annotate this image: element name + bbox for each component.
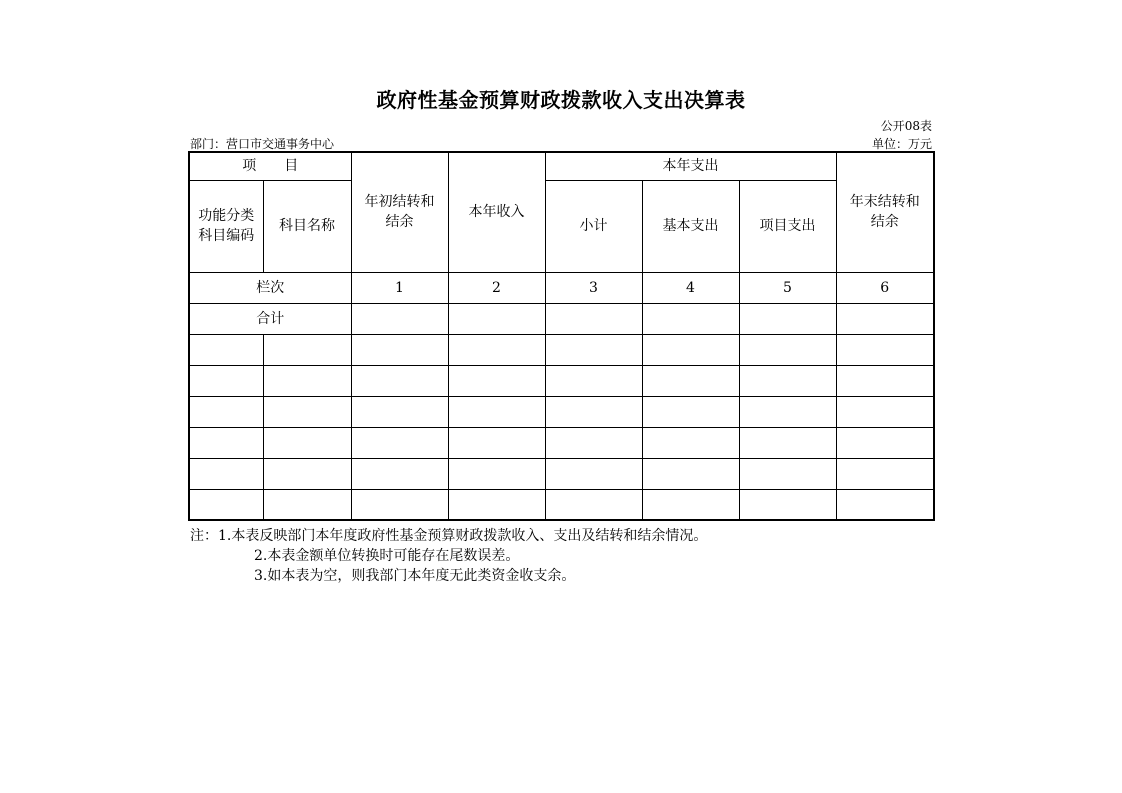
table-cell bbox=[448, 458, 545, 489]
table-cell bbox=[189, 334, 263, 365]
table-cell bbox=[448, 489, 545, 520]
note-3: 3.如本表为空，则我部门本年度无此类资金收支余。 bbox=[254, 568, 576, 584]
table-cell bbox=[836, 303, 934, 334]
header-basic-expense: 基本支出 bbox=[642, 180, 739, 272]
table-cell bbox=[739, 334, 836, 365]
report-table bbox=[188, 151, 935, 521]
notes-section bbox=[190, 526, 707, 586]
column-number: 3 bbox=[545, 272, 642, 303]
table-cell bbox=[545, 427, 642, 458]
table-cell bbox=[351, 396, 448, 427]
total-row bbox=[189, 303, 934, 334]
table-cell bbox=[836, 489, 934, 520]
table-cell bbox=[448, 365, 545, 396]
table-cell bbox=[836, 365, 934, 396]
table-cell bbox=[189, 396, 263, 427]
table-cell bbox=[739, 427, 836, 458]
column-index-label: 栏次 bbox=[189, 272, 351, 303]
table-cell bbox=[642, 427, 739, 458]
table-cell bbox=[351, 303, 448, 334]
table-cell bbox=[263, 365, 351, 396]
table-cell bbox=[351, 427, 448, 458]
header-end-balance: 年末结转和 结余 bbox=[836, 152, 934, 272]
header-item: 项 目 bbox=[189, 152, 351, 180]
table-cell bbox=[263, 489, 351, 520]
header-expense-group: 本年支出 bbox=[545, 152, 836, 180]
table-cell bbox=[642, 365, 739, 396]
table-cell bbox=[351, 365, 448, 396]
table-cell bbox=[351, 458, 448, 489]
table-cell bbox=[642, 489, 739, 520]
table-cell bbox=[642, 303, 739, 334]
table-row bbox=[189, 489, 934, 520]
table-row bbox=[189, 458, 934, 489]
table-cell bbox=[189, 458, 263, 489]
header-func-code: 功能分类 科目编码 bbox=[189, 180, 263, 272]
unit-label: 单位：万元 bbox=[871, 137, 932, 151]
table-cell bbox=[448, 303, 545, 334]
table-cell bbox=[545, 458, 642, 489]
table-cell bbox=[545, 489, 642, 520]
report-title: 政府性基金预算财政拨款收入支出决算表 bbox=[376, 88, 746, 112]
table-cell bbox=[351, 334, 448, 365]
header-income: 本年收入 bbox=[448, 152, 545, 272]
header-row-2 bbox=[189, 180, 934, 272]
table-cell bbox=[836, 458, 934, 489]
table-cell bbox=[642, 458, 739, 489]
table-cell bbox=[739, 396, 836, 427]
note-1: 注：1.本表反映部门本年度政府性基金预算财政拨款收入、支出及结转和结余情况。 bbox=[190, 528, 708, 544]
column-number: 2 bbox=[448, 272, 545, 303]
table-cell bbox=[836, 396, 934, 427]
table-cell bbox=[263, 334, 351, 365]
column-number: 6 bbox=[836, 272, 934, 303]
header-subject-name: 科目名称 bbox=[263, 180, 351, 272]
table-cell bbox=[836, 427, 934, 458]
table-cell bbox=[642, 396, 739, 427]
table-code: 公开08表 bbox=[880, 119, 932, 133]
header-project-expense: 项目支出 bbox=[739, 180, 836, 272]
table-cell bbox=[739, 365, 836, 396]
table-cell bbox=[263, 396, 351, 427]
table-cell bbox=[739, 489, 836, 520]
table-cell bbox=[189, 365, 263, 396]
table-cell bbox=[189, 427, 263, 458]
header-row-1 bbox=[189, 152, 934, 180]
table-cell bbox=[836, 334, 934, 365]
column-index-row bbox=[189, 272, 934, 303]
table-cell bbox=[448, 396, 545, 427]
column-number: 1 bbox=[351, 272, 448, 303]
table-cell bbox=[545, 365, 642, 396]
table-cell bbox=[263, 427, 351, 458]
column-number: 4 bbox=[642, 272, 739, 303]
table-cell bbox=[263, 458, 351, 489]
table-cell bbox=[739, 303, 836, 334]
department-label: 部门：营口市交通事务中心 bbox=[190, 137, 335, 151]
table-row bbox=[189, 427, 934, 458]
column-number: 5 bbox=[739, 272, 836, 303]
table-cell bbox=[739, 458, 836, 489]
table-cell bbox=[545, 303, 642, 334]
table-cell bbox=[351, 489, 448, 520]
table-cell bbox=[448, 427, 545, 458]
table-cell bbox=[545, 334, 642, 365]
table-cell bbox=[189, 489, 263, 520]
table-row bbox=[189, 396, 934, 427]
header-subtotal: 小计 bbox=[545, 180, 642, 272]
table-row bbox=[189, 365, 934, 396]
table-row bbox=[189, 334, 934, 365]
total-label: 合计 bbox=[189, 303, 351, 334]
table-cell bbox=[448, 334, 545, 365]
header-begin-balance: 年初结转和 结余 bbox=[351, 152, 448, 272]
table-cell bbox=[545, 396, 642, 427]
table-cell bbox=[642, 334, 739, 365]
note-2: 2.本表金额单位转换时可能存在尾数误差。 bbox=[254, 548, 520, 564]
